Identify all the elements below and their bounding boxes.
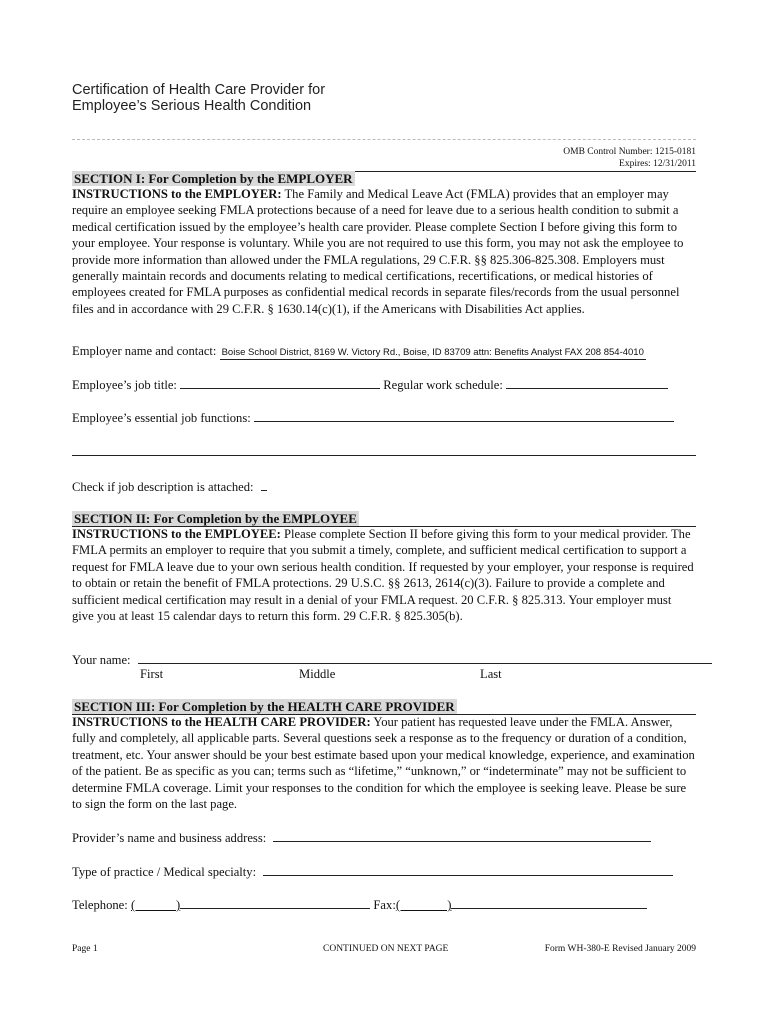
section1-instructions-label: INSTRUCTIONS to the EMPLOYER: [72,187,282,201]
section3-instructions-label: INSTRUCTIONS to the HEALTH CARE PROVIDER: [72,715,371,729]
practice-input[interactable] [263,863,673,876]
section3-instructions [72,714,696,812]
fax-label: Fax: [373,898,396,912]
telephone-label: Telephone: [72,898,128,912]
your-name-label: Your name: [72,653,131,667]
section2-instructions [72,526,696,624]
footer-continued: CONTINUED ON NEXT PAGE [323,944,449,954]
provider-input[interactable] [273,829,651,842]
job-description-checkbox[interactable] [261,478,267,491]
functions-input[interactable] [254,409,674,422]
employer-field [72,343,696,360]
section1-instructions-text: The Family and Medical Leave Act (FMLA) provides that an employer may require an employee seeking FMLA protections because of a need for leave due to a serious health condition to submit a medical certification issued by the employee’s health care provider. Please complete Section I before giving this form to your employee. Your response is voluntary. While you are not required to use this form, you may not ask the employee to provide more information than allowed under the FMLA regulations, 29 C.F.R. §§ 825.306-825.308. Employers must generally maintain records and documents relating to medical certifications, recertifications, or medical histories of employees created for FMLA purposes as confidential medical records in separate files/records from the usual personnel files and in accordance with 29 C.F.R. § 1630.14(c)(1), if the Americans with Disabilities Act applies. [72,187,684,316]
provider-label: Provider’s name and business address: [72,831,267,845]
name-middle-caption: Middle [299,667,336,681]
name-first-caption: First [140,667,164,681]
omb-expires: Expires: 12/31/2011 [619,159,696,169]
name-last-caption: Last [480,667,502,681]
section3-instructions-text: Your patient has requested leave under the FMLA. Answer, fully and completely, all applicable parts. Several questions seek a response as to the frequency or duration of a condition, treatment, etc. Your answer should be your best estimate based upon your medical knowledge, experience, and examination of the patient. Be as specific as you can; terms such as “lifetime,” “unknown,” or “indeterminate” may not be sufficient to determine FMLA coverage. Limit your responses to the condition for which the employee is seeking leave. Please be sure to sign the form on the last page. [72,715,695,812]
employer-input[interactable]: Boise School District, 8169 W. Victory Rd., Boise, ID 83709 attn: Benefits Analyst FAX 208 854-4010 [221,347,644,358]
section3-heading: SECTION III: For Completion by the HEALTH CARE PROVIDER [74,699,455,714]
fax-input[interactable] [451,896,647,909]
section2-instructions-text: Please complete Section II before giving this form to your medical provider. The FMLA permits an employer to require that you submit a timely, complete, and sufficient medical certification to support a request for FMLA leave due to your own serious health condition. If requested by your employer, your response is required to obtain or retain the benefit of FMLA protections. 29 U.S.C. §§ 2613, 2614(c)(3). Failure to provide a complete and sufficient medical certification may result in a denial of your FMLA request. 20 C.F.R. § 825.313. Your employer must give you at least 15 calendar days to return this form. 29 C.F.R. § 825.305(b). [72,527,694,624]
functions-input-line2[interactable] [72,455,696,456]
your-name-row [72,651,696,668]
your-name-input[interactable] [138,651,712,664]
section2-instructions-label: INSTRUCTIONS to the EMPLOYEE: [72,527,281,541]
footer-form-id: Form WH-380-E Revised January 2009 [544,944,696,954]
title-line-2: Employee’s Serious Health Condition [72,98,312,114]
section2-heading: SECTION II: For Completion by the EMPLOYEE [74,511,357,526]
section1-instructions [72,186,696,317]
title-divider [72,139,696,140]
provider-row [72,829,696,846]
job-title-row [72,376,696,393]
practice-row [72,863,696,880]
telephone-row [72,896,696,913]
functions-row [72,409,696,426]
telephone-area-code[interactable]: ( ) [130,898,181,912]
fax-area-code[interactable]: ( ) [395,898,452,912]
schedule-input[interactable] [506,376,668,389]
functions-label: Employee’s essential job functions: [72,411,251,425]
job-description-row [72,478,696,495]
practice-label: Type of practice / Medical specialty: [72,865,257,879]
employer-label: Employer name and contact: [72,344,217,358]
footer-page-number: Page 1 [72,944,98,954]
job-title-label: Employee’s job title: [72,378,177,392]
schedule-label: Regular work schedule: [383,378,503,392]
job-title-input[interactable] [180,376,380,389]
omb-control-number: OMB Control Number: 1215-0181 [563,147,696,157]
omb-block [563,146,696,170]
telephone-input[interactable] [180,896,370,909]
title-line-1: Certification of Health Care Provider for [72,82,326,98]
job-description-label: Check if job description is attached: [72,480,254,494]
form-title [72,82,325,114]
section1-heading: SECTION I: For Completion by the EMPLOYER [74,171,353,186]
